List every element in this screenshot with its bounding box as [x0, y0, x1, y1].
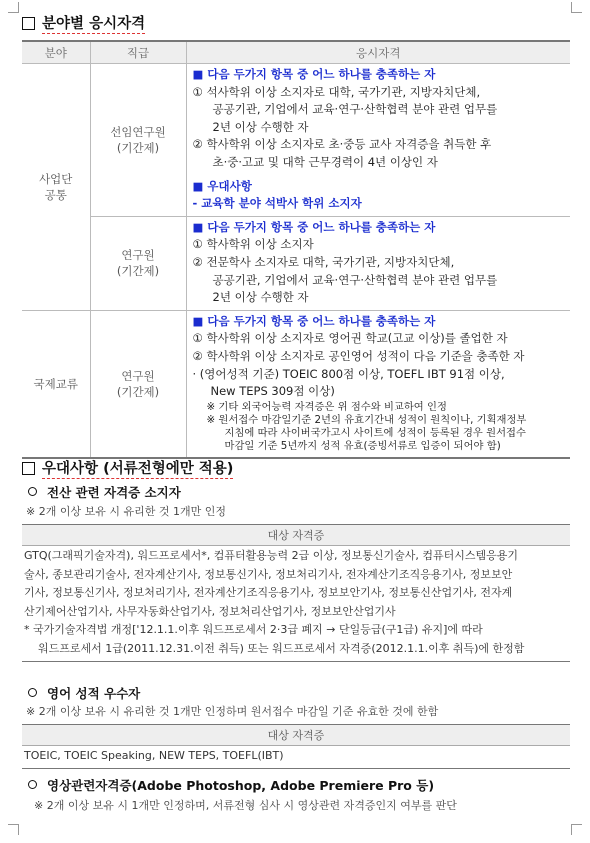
corner-mark: [8, 2, 19, 13]
circle-bullet-icon: [28, 688, 37, 697]
category-cell: 사업단 공통: [22, 64, 90, 311]
table-row: [22, 64, 570, 217]
square-bullet-icon: [22, 17, 35, 30]
qualification-table: [22, 40, 570, 459]
qualification-cell: ■ 다음 두가지 항목 중 어느 하나를 충족하는 자 ① 학사학위 이상 소지자 ② 전문학사 소지자로 대학, 국가기관, 지방자치단체, 공공기관, 기업에서 교육·연구·산학협력 분야 관련 업무를 2년 이상 수행한 자: [186, 216, 570, 310]
circle-bullet-icon: [28, 487, 37, 496]
corner-mark: [571, 2, 582, 13]
cert-list-cell: TOEIC, TOEIC Speaking, NEW TEPS, TOEFL(IBT): [22, 746, 570, 769]
qualification-cell: ■ 다음 두가지 항목 중 어느 하나를 충족하는 자 ① 학사학위 이상 소지자로 영어권 학교(고교 이상)를 졸업한 자 ② 학사학위 이상 소지자로 공인영어 성적이 다음 기준을 충족한 자 · (영어성적 기준) TOEIC 800점 이상, TOEFL IBT 91점 이상, New TEPS 309점 이상) ※ 기타 외국어능력 자격증은 위 점수와 비교하여 인정 ※ 원서접수 마감일기준 2년의 유효기간내 성적이 원칙이나, 기획재정부 지침에 따라 사이버국가고시 사이트에 성적이 등록된 경우 원서접수 마감일 기준 5년까지 성적 유효(증빙서류로 입증이 되어야 함): [186, 310, 570, 457]
heading-english-scores: 영어 성적 우수자: [28, 684, 140, 702]
table-row: [22, 310, 570, 457]
cert-table-header: 대상 자격증: [22, 725, 570, 746]
english-certificate-table: [22, 724, 570, 769]
square-bullet-icon: [22, 462, 35, 475]
it-note: ※ 2개 이상 보유 시 유리한 것 1개만 인정: [26, 505, 226, 518]
position-cell: 연구원 (기간제): [90, 216, 186, 310]
category-cell: 국제교류: [22, 310, 90, 457]
table-row: [22, 216, 570, 310]
position-cell: 선임연구원 (기간제): [90, 64, 186, 217]
table-header-row: [22, 41, 570, 64]
header-qualification: 응시자격: [186, 41, 570, 64]
qualification-cell: ■ 다음 두가지 항목 중 어느 하나를 충족하는 자 ① 석사학위 이상 소지자로 대학, 국가기관, 지방자치단체, 공공기관, 기업에서 교육·연구·산학협력 분야 관련 업무를 2년 이상 수행한 자 ② 학사학위 이상 소지자로 초·중등 교사 자격증을 취득한 후 초·중·고교 및 대학 근무경력이 4년 이상인 자 ■ 우대사항 - 교육학 분야 석박사 학위 소지자: [186, 64, 570, 217]
video-note: ※ 2개 이상 보유 시 1개만 인정하며, 서류전형 심사 시 영상관련 자격증인지 여부를 판단: [34, 799, 457, 812]
header-field: 분야: [22, 41, 90, 64]
heading-video-certificates: 영상관련자격증(Adobe Photoshop, Adobe Premiere Pro 등): [28, 776, 434, 794]
cert-list-cell: GTQ(그래픽기술자격), 워드프로세서*, 컴퓨터활용능력 2급 이상, 정보통신기술사, 컴퓨터시스템응용기 술사, 종보관리기술사, 전자계산기사, 정보통신기사, 정보처리기사, 전자계산기조직응용기사, 정보보안 기사, 정보통신기사, 정보처리기사, 전자계산기조직응용기사, 정보보안기사, 정보통신산업기사, 전자계 산기제어산업기사, 사무자동화산업기사, 정보처리산업기사, 정보보안산업기사 * 국가기술자격법 개정['12.1.1.이후 워드프로세서 2·3급 폐지 → 단일등급(구1급) 유지]에 따라 워드프로세서 1급(2011.12.31.이전 취득) 또는 워드프로세서 자격증(2012.1.1.이후 취득)에 한정함: [22, 546, 570, 662]
english-note: ※ 2개 이상 보유 시 유리한 것 1개만 인정하며 원서접수 마감일 기준 유효한 것에 한함: [26, 705, 439, 718]
cert-table-header: 대상 자격증: [22, 525, 570, 546]
corner-mark: [8, 824, 19, 835]
position-cell: 연구원 (기간제): [90, 310, 186, 457]
corner-mark: [571, 824, 582, 835]
circle-bullet-icon: [28, 780, 37, 789]
section-title-qualifications: 분야별 응시자격: [22, 12, 145, 34]
it-certificate-table: [22, 524, 570, 662]
heading-it-certificates: 전산 관련 자격증 소지자: [28, 483, 181, 501]
section-title-preferences: 우대사항 (서류전형에만 적용): [22, 457, 233, 479]
header-rank: 직급: [90, 41, 186, 64]
